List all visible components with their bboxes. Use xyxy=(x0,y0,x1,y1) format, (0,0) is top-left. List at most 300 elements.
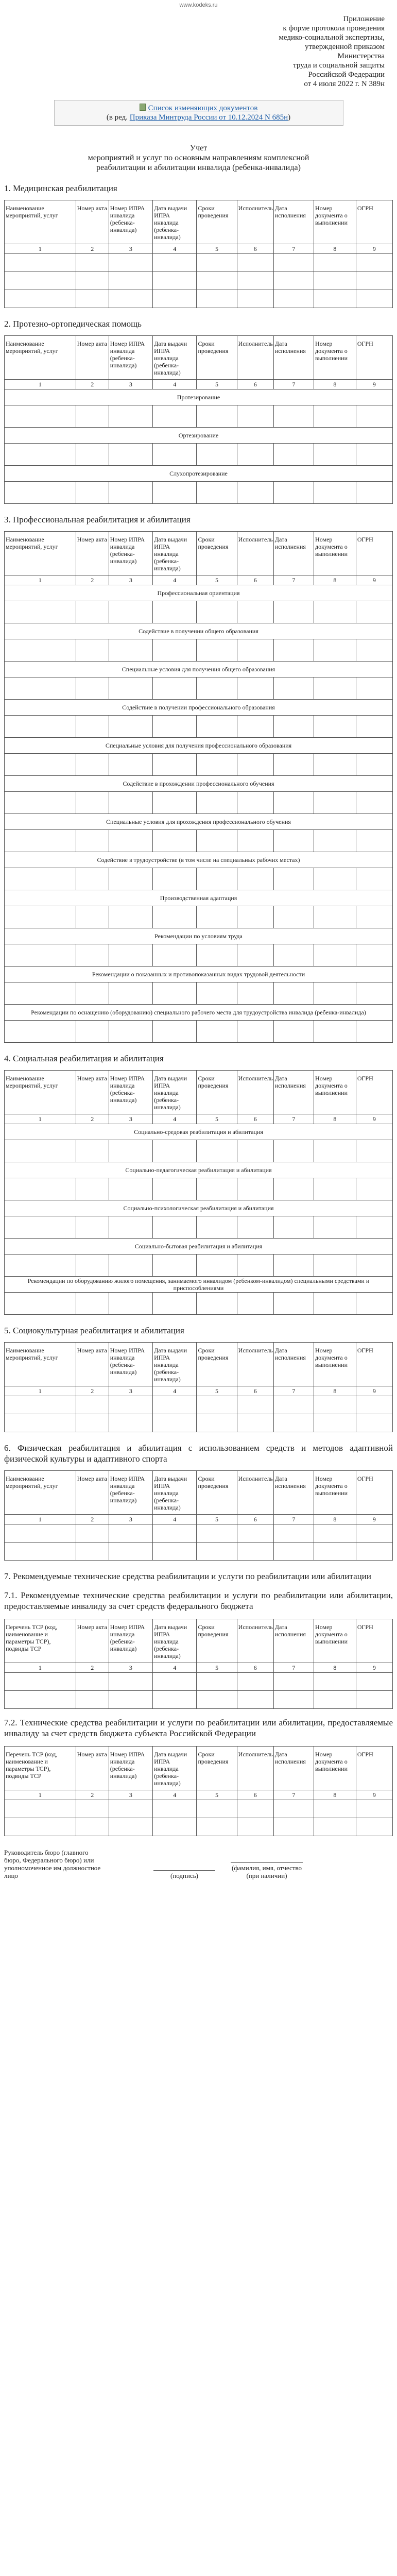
empty-cell[interactable] xyxy=(273,444,314,466)
empty-cell[interactable] xyxy=(5,639,76,662)
empty-cell[interactable] xyxy=(153,1216,197,1239)
empty-cell[interactable] xyxy=(273,1524,314,1543)
empty-cell[interactable] xyxy=(153,405,197,428)
empty-cell[interactable] xyxy=(356,982,392,1005)
empty-cell[interactable] xyxy=(314,1396,356,1414)
empty-cell[interactable] xyxy=(197,1414,237,1432)
empty-cell[interactable] xyxy=(109,1673,152,1691)
empty-cell[interactable] xyxy=(356,1691,392,1709)
empty-cell[interactable] xyxy=(109,944,152,967)
empty-cell[interactable] xyxy=(356,639,392,662)
empty-cell[interactable] xyxy=(356,1543,392,1561)
empty-cell[interactable] xyxy=(109,405,152,428)
empty-cell[interactable] xyxy=(76,482,109,504)
empty-cell[interactable] xyxy=(356,1293,392,1315)
empty-cell[interactable] xyxy=(273,1293,314,1315)
empty-cell[interactable] xyxy=(76,944,109,967)
empty-cell[interactable] xyxy=(273,290,314,308)
empty-cell[interactable] xyxy=(5,1691,76,1709)
empty-cell[interactable] xyxy=(237,754,273,776)
empty-cell[interactable] xyxy=(5,944,76,967)
empty-cell[interactable] xyxy=(153,254,197,272)
empty-cell[interactable] xyxy=(197,716,237,738)
empty-cell[interactable] xyxy=(356,868,392,890)
empty-cell[interactable] xyxy=(5,1021,76,1043)
empty-cell[interactable] xyxy=(273,639,314,662)
empty-cell[interactable] xyxy=(356,444,392,466)
empty-cell[interactable] xyxy=(314,1673,356,1691)
empty-cell[interactable] xyxy=(76,1293,109,1315)
empty-cell[interactable] xyxy=(153,1543,197,1561)
empty-cell[interactable] xyxy=(273,1216,314,1239)
empty-cell[interactable] xyxy=(314,444,356,466)
empty-cell[interactable] xyxy=(273,716,314,738)
empty-cell[interactable] xyxy=(109,1255,152,1277)
empty-cell[interactable] xyxy=(153,601,197,623)
empty-cell[interactable] xyxy=(76,272,109,290)
empty-cell[interactable] xyxy=(153,1140,197,1162)
empty-cell[interactable] xyxy=(109,272,152,290)
empty-cell[interactable] xyxy=(197,868,237,890)
empty-cell[interactable] xyxy=(153,982,197,1005)
empty-cell[interactable] xyxy=(109,754,152,776)
empty-cell[interactable] xyxy=(76,639,109,662)
empty-cell[interactable] xyxy=(5,1216,76,1239)
empty-cell[interactable] xyxy=(153,754,197,776)
empty-cell[interactable] xyxy=(76,290,109,308)
empty-cell[interactable] xyxy=(356,792,392,814)
empty-cell[interactable] xyxy=(109,1216,152,1239)
empty-cell[interactable] xyxy=(273,1021,314,1043)
empty-cell[interactable] xyxy=(314,290,356,308)
empty-cell[interactable] xyxy=(76,1673,109,1691)
empty-cell[interactable] xyxy=(153,1414,197,1432)
empty-cell[interactable] xyxy=(273,1543,314,1561)
empty-cell[interactable] xyxy=(197,272,237,290)
empty-cell[interactable] xyxy=(237,272,273,290)
empty-cell[interactable] xyxy=(76,1800,109,1818)
column-header: Номер акта xyxy=(76,1619,109,1663)
empty-cell[interactable] xyxy=(76,1255,109,1277)
column-number: 7 xyxy=(273,575,314,585)
order-link[interactable]: Приказа Минтруда России от 10.12.2024 N 685н xyxy=(129,113,288,122)
empty-cell[interactable] xyxy=(273,1140,314,1162)
empty-cell[interactable] xyxy=(197,482,237,504)
empty-cell[interactable] xyxy=(5,1293,76,1315)
empty-cell[interactable] xyxy=(273,1396,314,1414)
subsection-row: Социально-психологическая реабилитация и абилитация xyxy=(5,1200,393,1216)
empty-cell[interactable] xyxy=(273,944,314,967)
empty-cell[interactable] xyxy=(356,1414,392,1432)
empty-cell[interactable] xyxy=(237,254,273,272)
empty-cell[interactable] xyxy=(356,290,392,308)
empty-cell[interactable] xyxy=(109,677,152,700)
empty-cell[interactable] xyxy=(356,1021,392,1043)
empty-cell[interactable] xyxy=(237,716,273,738)
empty-cell[interactable] xyxy=(197,1543,237,1561)
empty-cell[interactable] xyxy=(197,754,237,776)
empty-cell[interactable] xyxy=(153,1255,197,1277)
empty-cell[interactable] xyxy=(5,444,76,466)
empty-cell[interactable] xyxy=(356,1216,392,1239)
empty-cell[interactable] xyxy=(197,906,237,928)
empty-cell[interactable] xyxy=(237,677,273,700)
empty-cell[interactable] xyxy=(314,677,356,700)
empty-cell[interactable] xyxy=(109,444,152,466)
empty-cell[interactable] xyxy=(237,482,273,504)
empty-cell[interactable] xyxy=(153,1800,197,1818)
empty-cell[interactable] xyxy=(5,792,76,814)
empty-cell[interactable] xyxy=(273,1800,314,1818)
empty-cell[interactable] xyxy=(76,601,109,623)
empty-cell[interactable] xyxy=(109,982,152,1005)
empty-cell[interactable] xyxy=(314,272,356,290)
empty-cell[interactable] xyxy=(76,906,109,928)
empty-cell[interactable] xyxy=(237,1543,273,1561)
column-number: 9 xyxy=(356,575,392,585)
empty-cell[interactable] xyxy=(356,482,392,504)
empty-cell[interactable] xyxy=(109,792,152,814)
empty-cell[interactable] xyxy=(237,830,273,852)
empty-cell[interactable] xyxy=(109,716,152,738)
subsection-row: Рекомендации по оснащению (оборудованию) специального рабочего места для трудоустройства инвалида (ребенка-инвалида) xyxy=(5,1005,393,1021)
empty-cell[interactable] xyxy=(5,1178,76,1200)
empty-cell[interactable] xyxy=(109,1178,152,1200)
empty-cell[interactable] xyxy=(153,792,197,814)
empty-cell[interactable] xyxy=(109,1293,152,1315)
empty-cell[interactable] xyxy=(109,1524,152,1543)
empty-cell[interactable] xyxy=(314,1178,356,1200)
empty-cell[interactable] xyxy=(153,1293,197,1315)
empty-cell[interactable] xyxy=(314,906,356,928)
empty-cell[interactable] xyxy=(197,1673,237,1691)
empty-cell[interactable] xyxy=(237,982,273,1005)
empty-cell[interactable] xyxy=(109,601,152,623)
empty-cell[interactable] xyxy=(76,1140,109,1162)
empty-cell[interactable] xyxy=(5,482,76,504)
empty-cell[interactable] xyxy=(273,906,314,928)
empty-cell[interactable] xyxy=(153,1691,197,1709)
empty-cell[interactable] xyxy=(356,716,392,738)
empty-cell[interactable] xyxy=(76,1396,109,1414)
empty-cell[interactable] xyxy=(237,1293,273,1315)
column-number: 8 xyxy=(314,1790,356,1800)
empty-cell[interactable] xyxy=(109,1818,152,1836)
empty-cell[interactable] xyxy=(153,1818,197,1836)
empty-cell[interactable] xyxy=(197,1293,237,1315)
empty-cell[interactable] xyxy=(76,830,109,852)
empty-cell[interactable] xyxy=(76,1524,109,1543)
empty-cell[interactable] xyxy=(237,405,273,428)
empty-cell[interactable] xyxy=(237,1255,273,1277)
empty-cell[interactable] xyxy=(356,601,392,623)
empty-cell[interactable] xyxy=(197,290,237,308)
empty-cell[interactable] xyxy=(237,906,273,928)
empty-cell[interactable] xyxy=(153,1178,197,1200)
empty-cell[interactable] xyxy=(356,405,392,428)
column-number: 5 xyxy=(197,380,237,389)
column-header: Исполнитель xyxy=(237,1071,273,1114)
empty-cell[interactable] xyxy=(314,716,356,738)
empty-cell[interactable] xyxy=(5,677,76,700)
empty-cell[interactable] xyxy=(273,754,314,776)
empty-cell[interactable] xyxy=(197,1178,237,1200)
empty-cell[interactable] xyxy=(109,1396,152,1414)
empty-cell[interactable] xyxy=(5,1524,76,1543)
empty-cell[interactable] xyxy=(273,254,314,272)
empty-cell[interactable] xyxy=(237,290,273,308)
section-4-table xyxy=(4,1070,393,1315)
empty-cell[interactable] xyxy=(356,272,392,290)
subsection-row: Содействие в прохождении профессионального обучения xyxy=(5,776,393,792)
empty-cell[interactable] xyxy=(153,639,197,662)
empty-cell[interactable] xyxy=(197,1140,237,1162)
empty-cell[interactable] xyxy=(76,1021,109,1043)
empty-cell[interactable] xyxy=(197,982,237,1005)
empty-cell[interactable] xyxy=(109,254,152,272)
section-6-title: 6. Физическая реабилитация и абилитация с использованием средств и методов адаптивной физической культуры и адаптивного спорта xyxy=(4,1443,393,1464)
changing-docs-note-pre: (в ред. xyxy=(106,113,130,122)
empty-cell[interactable] xyxy=(5,405,76,428)
empty-cell[interactable] xyxy=(237,1691,273,1709)
empty-cell[interactable] xyxy=(197,254,237,272)
empty-cell[interactable] xyxy=(109,868,152,890)
changing-docs-title[interactable]: Список изменяющих документов xyxy=(148,104,258,112)
empty-cell[interactable] xyxy=(197,1216,237,1239)
empty-cell[interactable] xyxy=(314,405,356,428)
empty-cell[interactable] xyxy=(197,1818,237,1836)
empty-cell[interactable] xyxy=(237,1140,273,1162)
empty-cell[interactable] xyxy=(314,482,356,504)
empty-cell[interactable] xyxy=(356,1818,392,1836)
empty-cell[interactable] xyxy=(356,830,392,852)
empty-cell[interactable] xyxy=(197,1255,237,1277)
empty-cell[interactable] xyxy=(76,1691,109,1709)
empty-cell[interactable] xyxy=(197,944,237,967)
empty-cell[interactable] xyxy=(153,272,197,290)
empty-cell[interactable] xyxy=(237,1178,273,1200)
empty-cell[interactable] xyxy=(314,1543,356,1561)
empty-cell[interactable] xyxy=(76,677,109,700)
empty-cell[interactable] xyxy=(76,1216,109,1239)
empty-cell[interactable] xyxy=(5,1255,76,1277)
empty-cell[interactable] xyxy=(314,1524,356,1543)
empty-cell[interactable] xyxy=(314,982,356,1005)
empty-cell[interactable] xyxy=(273,482,314,504)
empty-cell[interactable] xyxy=(237,1818,273,1836)
empty-cell[interactable] xyxy=(197,601,237,623)
empty-cell[interactable] xyxy=(314,792,356,814)
empty-cell[interactable] xyxy=(153,906,197,928)
empty-cell[interactable] xyxy=(109,290,152,308)
empty-cell[interactable] xyxy=(76,1818,109,1836)
empty-cell[interactable] xyxy=(273,1818,314,1836)
empty-cell[interactable] xyxy=(314,639,356,662)
empty-cell[interactable] xyxy=(314,1216,356,1239)
empty-cell[interactable] xyxy=(237,792,273,814)
column-header: Номер ИПРА инвалида (ребенка-инвалида) xyxy=(109,336,152,380)
empty-cell[interactable] xyxy=(109,482,152,504)
empty-cell[interactable] xyxy=(197,1691,237,1709)
empty-cell[interactable] xyxy=(314,1818,356,1836)
subsection-row: Специальные условия для получения общего образования xyxy=(5,662,393,677)
empty-cell[interactable] xyxy=(273,1178,314,1200)
empty-cell[interactable] xyxy=(356,754,392,776)
column-header: Дата выдачи ИПРА инвалида (ребенка-инвалида) xyxy=(153,336,197,380)
empty-cell[interactable] xyxy=(356,1140,392,1162)
empty-cell[interactable] xyxy=(76,405,109,428)
empty-cell[interactable] xyxy=(5,290,76,308)
empty-cell[interactable] xyxy=(237,601,273,623)
empty-cell[interactable] xyxy=(356,677,392,700)
empty-cell[interactable] xyxy=(237,1673,273,1691)
empty-cell[interactable] xyxy=(314,1414,356,1432)
empty-cell[interactable] xyxy=(5,1140,76,1162)
empty-cell[interactable] xyxy=(356,254,392,272)
empty-cell[interactable] xyxy=(5,982,76,1005)
empty-cell[interactable] xyxy=(76,254,109,272)
empty-cell[interactable] xyxy=(5,601,76,623)
empty-cell[interactable] xyxy=(273,1673,314,1691)
empty-cell[interactable] xyxy=(314,868,356,890)
empty-cell[interactable] xyxy=(314,1021,356,1043)
empty-cell[interactable] xyxy=(314,1800,356,1818)
empty-cell[interactable] xyxy=(153,716,197,738)
empty-cell[interactable] xyxy=(153,1673,197,1691)
empty-cell[interactable] xyxy=(5,754,76,776)
empty-cell[interactable] xyxy=(314,830,356,852)
empty-cell[interactable] xyxy=(314,944,356,967)
empty-cell[interactable] xyxy=(76,1178,109,1200)
empty-cell[interactable] xyxy=(153,444,197,466)
empty-cell[interactable] xyxy=(153,290,197,308)
empty-cell[interactable] xyxy=(76,754,109,776)
empty-cell[interactable] xyxy=(273,1255,314,1277)
signature-block xyxy=(4,1849,393,1879)
empty-cell[interactable] xyxy=(314,601,356,623)
empty-cell[interactable] xyxy=(153,1021,197,1043)
empty-cell[interactable] xyxy=(76,716,109,738)
empty-cell[interactable] xyxy=(237,639,273,662)
empty-cell[interactable] xyxy=(76,1543,109,1561)
empty-cell[interactable] xyxy=(356,1255,392,1277)
empty-cell[interactable] xyxy=(314,254,356,272)
empty-cell[interactable] xyxy=(197,405,237,428)
empty-cell[interactable] xyxy=(5,272,76,290)
empty-cell[interactable] xyxy=(5,1673,76,1691)
empty-cell[interactable] xyxy=(109,1543,152,1561)
empty-cell[interactable] xyxy=(356,1396,392,1414)
empty-cell[interactable] xyxy=(5,254,76,272)
empty-cell[interactable] xyxy=(197,1524,237,1543)
empty-cell[interactable] xyxy=(109,639,152,662)
empty-cell[interactable] xyxy=(5,1800,76,1818)
empty-cell[interactable] xyxy=(314,754,356,776)
empty-cell[interactable] xyxy=(237,944,273,967)
empty-cell[interactable] xyxy=(5,1543,76,1561)
empty-cell[interactable] xyxy=(356,944,392,967)
column-header: Наименование мероприятий, услуг xyxy=(5,1071,76,1114)
empty-cell[interactable] xyxy=(356,1178,392,1200)
empty-cell[interactable] xyxy=(314,1293,356,1315)
empty-cell[interactable] xyxy=(109,830,152,852)
empty-cell[interactable] xyxy=(5,868,76,890)
empty-cell[interactable] xyxy=(153,868,197,890)
empty-cell[interactable] xyxy=(237,1524,273,1543)
empty-cell[interactable] xyxy=(5,906,76,928)
empty-cell[interactable] xyxy=(197,639,237,662)
empty-cell[interactable] xyxy=(273,272,314,290)
empty-cell[interactable] xyxy=(197,1396,237,1414)
empty-cell[interactable] xyxy=(5,716,76,738)
empty-cell[interactable] xyxy=(273,1414,314,1432)
empty-cell[interactable] xyxy=(5,1818,76,1836)
empty-cell[interactable] xyxy=(153,944,197,967)
empty-cell[interactable] xyxy=(109,1414,152,1432)
empty-cell[interactable] xyxy=(5,830,76,852)
empty-cell[interactable] xyxy=(5,1414,76,1432)
empty-cell[interactable] xyxy=(109,1691,152,1709)
empty-cell[interactable] xyxy=(273,868,314,890)
empty-cell[interactable] xyxy=(153,830,197,852)
empty-cell[interactable] xyxy=(356,1800,392,1818)
empty-cell[interactable] xyxy=(153,1524,197,1543)
empty-cell[interactable] xyxy=(273,677,314,700)
empty-cell[interactable] xyxy=(5,1396,76,1414)
empty-cell[interactable] xyxy=(109,1800,152,1818)
empty-cell[interactable] xyxy=(237,1800,273,1818)
empty-cell[interactable] xyxy=(237,1414,273,1432)
empty-cell[interactable] xyxy=(237,1216,273,1239)
empty-cell[interactable] xyxy=(273,830,314,852)
empty-cell[interactable] xyxy=(273,1691,314,1709)
empty-cell[interactable] xyxy=(109,906,152,928)
subsection-row: Социально-педагогическая реабилитация и абилитация xyxy=(5,1162,393,1178)
empty-cell[interactable] xyxy=(109,1140,152,1162)
empty-cell[interactable] xyxy=(356,906,392,928)
empty-cell[interactable] xyxy=(314,1691,356,1709)
empty-cell[interactable] xyxy=(314,1255,356,1277)
empty-cell[interactable] xyxy=(237,1396,273,1414)
empty-cell[interactable] xyxy=(237,1021,273,1043)
empty-cell[interactable] xyxy=(76,444,109,466)
empty-cell[interactable] xyxy=(153,1396,197,1414)
empty-cell[interactable] xyxy=(153,482,197,504)
empty-cell[interactable] xyxy=(197,792,237,814)
empty-cell[interactable] xyxy=(76,1414,109,1432)
empty-cell[interactable] xyxy=(314,1140,356,1162)
empty-cell[interactable] xyxy=(197,444,237,466)
empty-cell[interactable] xyxy=(197,830,237,852)
empty-cell[interactable] xyxy=(237,444,273,466)
empty-cell[interactable] xyxy=(273,792,314,814)
column-number: 9 xyxy=(356,380,392,389)
empty-cell[interactable] xyxy=(109,1021,152,1043)
empty-cell[interactable] xyxy=(356,1524,392,1543)
empty-cell[interactable] xyxy=(197,1800,237,1818)
empty-cell[interactable] xyxy=(237,868,273,890)
empty-cell[interactable] xyxy=(197,677,237,700)
empty-cell[interactable] xyxy=(76,868,109,890)
empty-cell[interactable] xyxy=(76,982,109,1005)
empty-cell[interactable] xyxy=(153,677,197,700)
empty-cell[interactable] xyxy=(76,792,109,814)
empty-cell[interactable] xyxy=(273,405,314,428)
empty-cell[interactable] xyxy=(273,601,314,623)
empty-cell[interactable] xyxy=(273,982,314,1005)
empty-cell[interactable] xyxy=(356,1673,392,1691)
empty-cell[interactable] xyxy=(197,1021,237,1043)
